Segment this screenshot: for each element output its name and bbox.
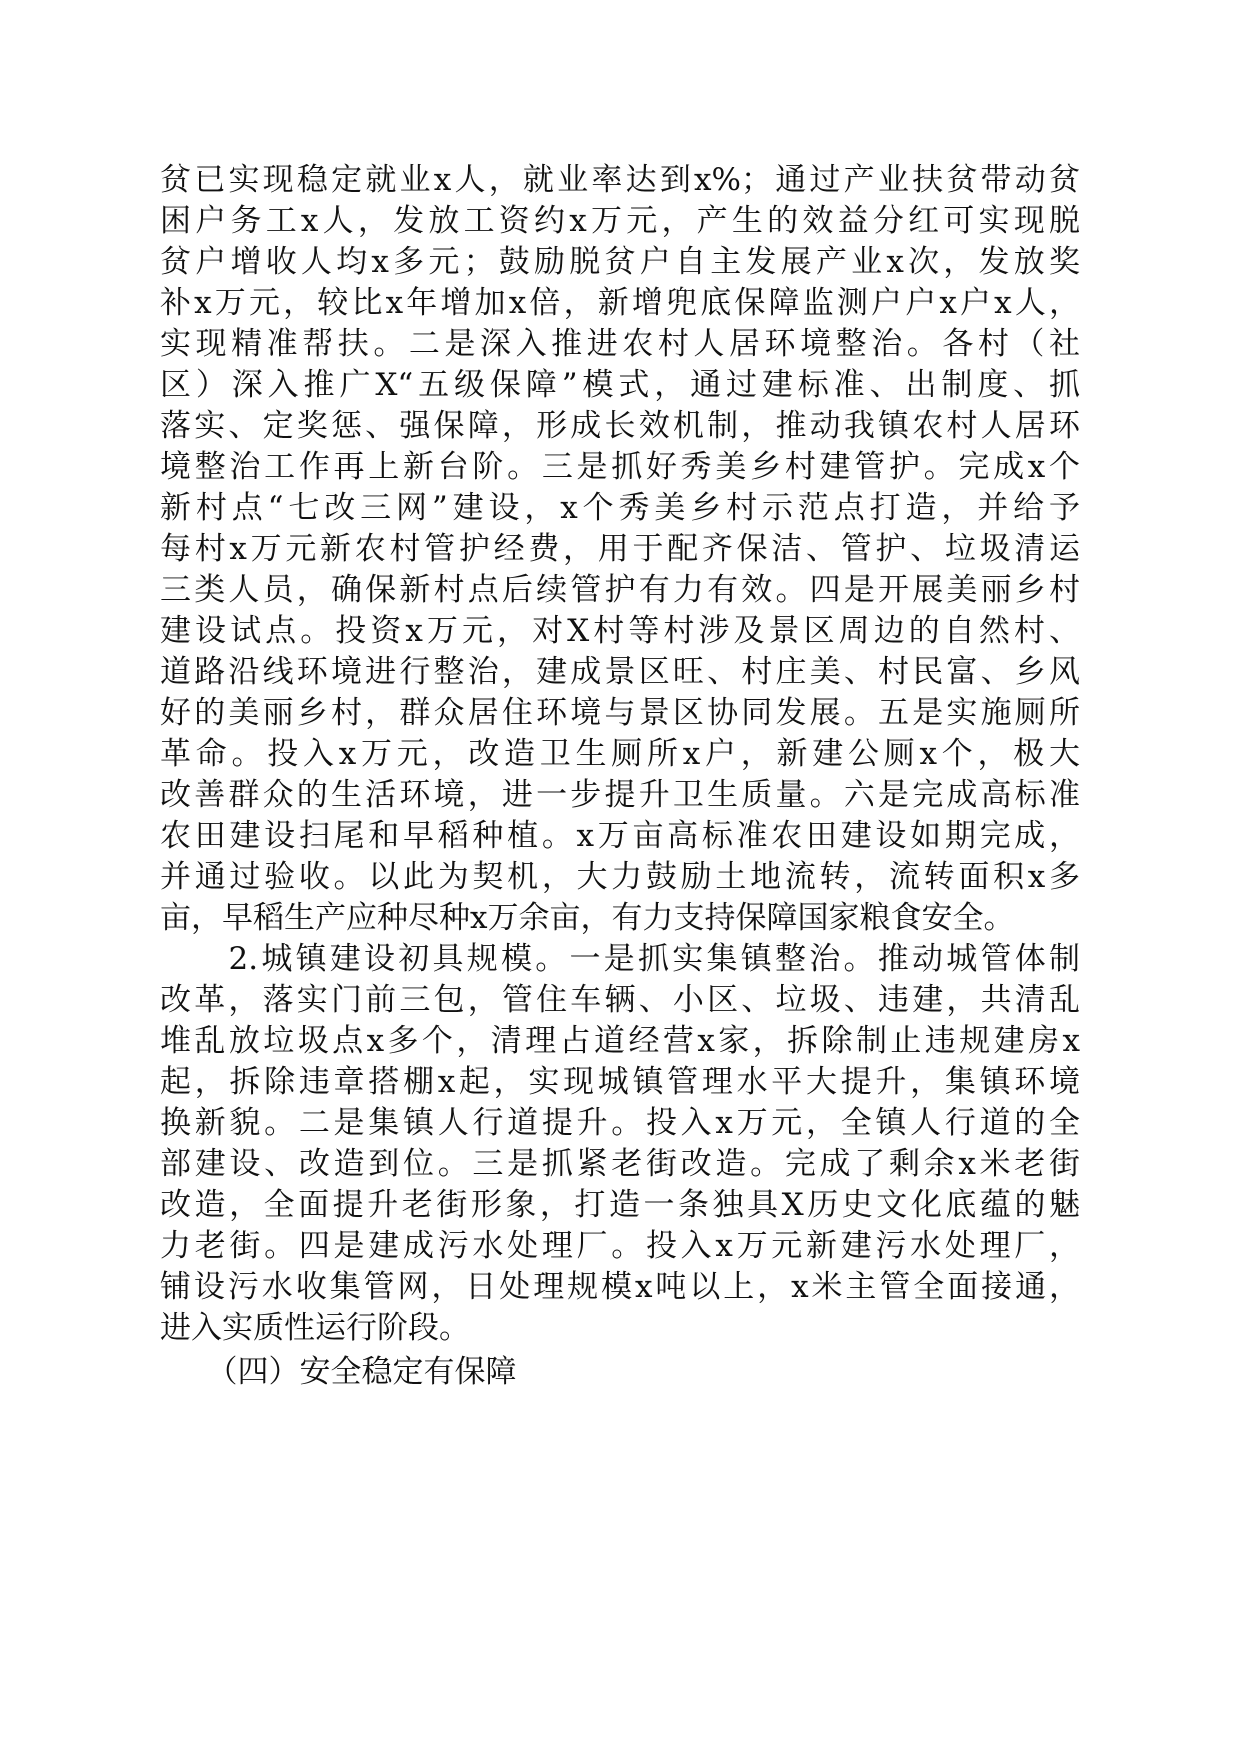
text-line: 起，拆除违章搭棚x起，实现城镇管理水平大提升，集镇环境 xyxy=(160,1064,1080,1100)
text-line: 改造，全面提升老街形象，打造一条独具X历史文化底蕴的魅 xyxy=(160,1187,1080,1223)
text-line: 新村点“七改三网”建设，x个秀美乡村示范点打造，并给予 xyxy=(160,490,1080,526)
text-line: 革命。投入x万元，改造卫生厕所x户，新建公厕x个，极大 xyxy=(160,736,1080,772)
text-line: 部建设、改造到位。三是抓紧老街改造。完成了剩余x米老街 xyxy=(160,1146,1080,1182)
text-line: 农田建设扫尾和早稻种植。x万亩高标准农田建设如期完成， xyxy=(160,818,1080,854)
text-line: 贫户增收人均x多元；鼓励脱贫户自主发展产业x次，发放奖 xyxy=(160,244,1080,280)
text-line: 建设试点。投资x万元，对X村等村涉及景区周边的自然村、 xyxy=(160,613,1080,649)
text-line: 困户务工x人，发放工资约x万元，产生的效益分红可实现脱 xyxy=(160,203,1080,239)
text-line: 实现精准帮扶。二是深入推进农村人居环境整治。各村（社 xyxy=(160,326,1080,362)
text-line: 亩，早稻生产应种尽种x万余亩，有力支持保障国家粮食安全。 xyxy=(160,900,1015,936)
text-line: 补x万元，较比x年增加x倍，新增兜底保障监测户户x户x人， xyxy=(160,285,1080,321)
text-line: 改革，落实门前三包，管住车辆、小区、垃圾、违建，共清乱 xyxy=(160,982,1080,1018)
text-line: 贫已实现稳定就业x人，就业率达到x%；通过产业扶贫带动贫 xyxy=(160,162,1080,198)
text-line: 区）深入推广X“五级保障”模式，通过建标准、出制度、抓 xyxy=(160,367,1080,403)
text-line: 换新貌。二是集镇人行道提升。投入x万元，全镇人行道的全 xyxy=(160,1105,1080,1141)
text-line: 三类人员，确保新村点后续管护有力有效。四是开展美丽乡村 xyxy=(160,572,1080,608)
text-line: 境整治工作再上新台阶。三是抓好秀美乡村建管护。完成x个 xyxy=(160,449,1080,485)
text-line: 进入实质性运行阶段。 xyxy=(160,1310,470,1346)
text-line: 道路沿线环境进行整治，建成景区旺、村庄美、村民富、乡风 xyxy=(160,654,1080,690)
text-line: 每村x万元新农村管护经费，用于配齐保洁、管护、垃圾清运 xyxy=(160,531,1080,567)
text-line: 力老街。四是建成污水处理厂。投入x万元新建污水处理厂， xyxy=(160,1228,1080,1264)
text-line: 并通过验收。以此为契机，大力鼓励土地流转，流转面积x多 xyxy=(160,859,1080,895)
text-line: 2.城镇建设初具规模。一是抓实集镇整治。推动城管体制 xyxy=(160,941,1080,977)
text-line: 改善群众的生活环境，进一步提升卫生质量。六是完成高标准 xyxy=(160,777,1080,813)
text-line: 落实、定奖惩、强保障，形成长效机制，推动我镇农村人居环 xyxy=(160,408,1080,444)
text-line: 铺设污水收集管网，日处理规模x吨以上，x米主管全面接通， xyxy=(160,1269,1080,1305)
text-line: 好的美丽乡村，群众居住环境与景区协同发展。五是实施厕所 xyxy=(160,695,1080,731)
section-heading: （四）安全稳定有保障 xyxy=(160,1354,517,1390)
text-line: 堆乱放垃圾点x多个，清理占道经营x家，拆除制止违规建房x xyxy=(160,1023,1080,1059)
